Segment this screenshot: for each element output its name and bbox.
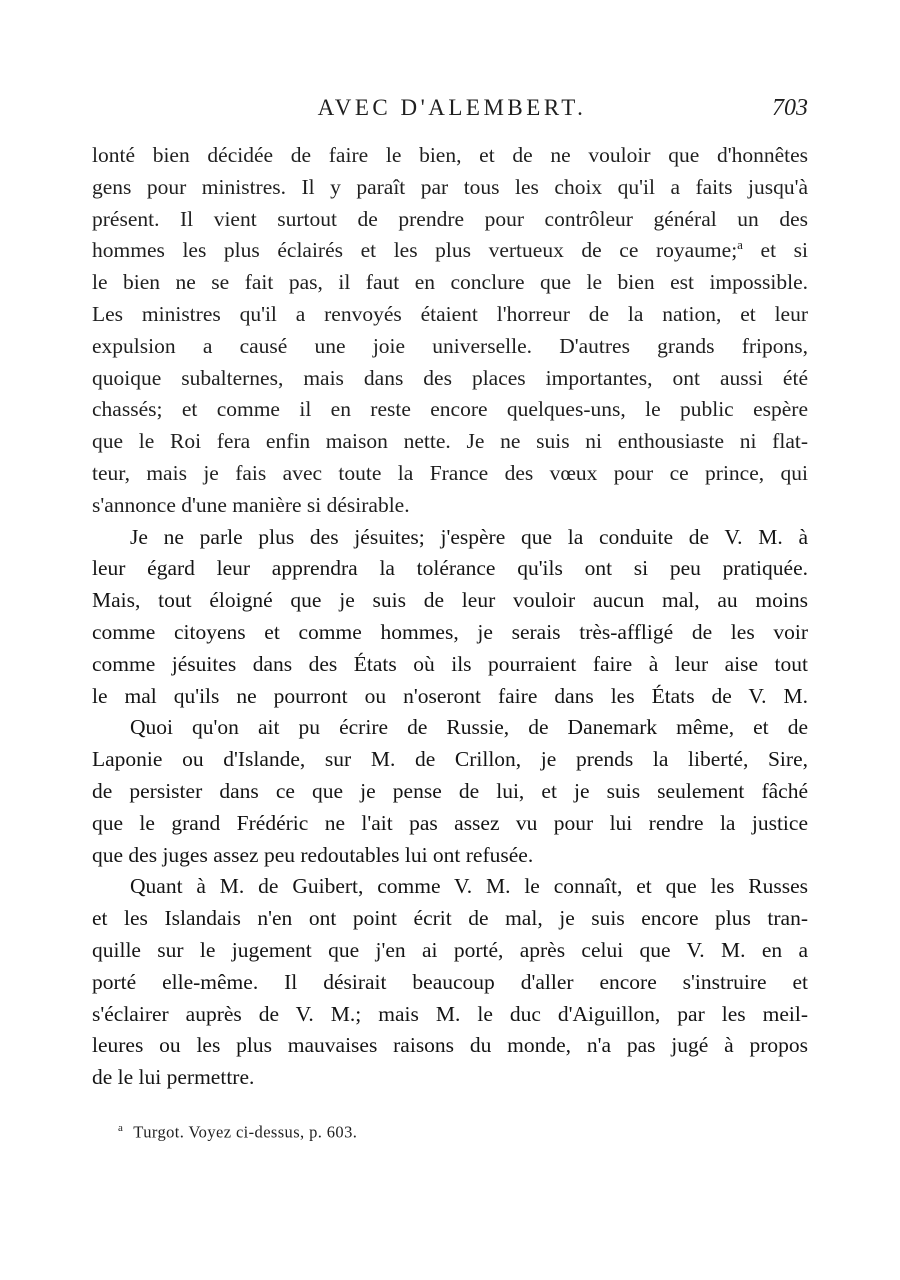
text-line: présent. Il vient surtout de prendre pour contrôleur général un des [92,206,808,231]
paragraph-3 [92,712,808,871]
footnote-text: Turgot. Voyez ci-dessus, p. 603. [133,1122,358,1142]
text-line: Mais, tout éloigné que je suis de leur vouloir aucun mal, au moins [92,588,808,613]
footnote [118,1116,718,1145]
text-line: Quoi qu'on ait pu écrire de Russie, de Danemark même, et de [130,715,808,740]
text-segment: et si [742,238,808,263]
text-line: Je ne parle plus des jésuites; j'espère que la conduite de V. M. à [130,524,808,549]
text-line: expulsion a causé une joie universelle. D'autres grands fripons, [92,333,808,358]
text-line: quoique subalternes, mais dans des places importantes, ont aussi été [92,365,808,390]
text-line: s'éclairer auprès de V. M.; mais M. le duc d'Aiguillon, par les meil- [92,1001,808,1026]
page-number: 703 [772,95,808,121]
running-head [92,92,812,128]
running-title: AVEC D'ALEMBERT. [317,95,587,120]
footnote-reference[interactable]: a [737,237,743,253]
text-line: comme citoyens et comme hommes, je serais très-affligé de les voir [92,619,808,644]
text-line: chassés; et comme il en reste encore quelques-uns, le public espère [92,397,808,422]
text-line: le mal qu'ils ne pourront ou n'oseront faire dans les États de V. M. [92,683,808,708]
text-line: teur, mais je fais avec toute la France des vœux pour ce prince, qui [92,460,808,485]
text-line: comme jésuites dans des États où ils pourraient faire à leur aise tout [92,651,808,676]
text-line: s'annonce d'une manière si désirable. [92,492,410,517]
text-line: Laponie ou d'Islande, sur M. de Crillon, je prends la liberté, Sire, [92,747,808,772]
text-line: Quant à M. de Guibert, comme V. M. le connaît, et que les Russes [130,874,808,899]
text-line-with-note [92,235,808,267]
text-line: Les ministres qu'il a renvoyés étaient l'horreur de la nation, et leur [92,301,808,326]
footnote-mark: a [118,1122,124,1134]
text-line: lonté bien décidée de faire le bien, et de ne vouloir que d'honnêtes [92,143,808,167]
text-line: gens pour ministres. Il y paraît par tous les choix qu'il a faits jusqu'à [92,174,808,199]
paragraph-2 [92,522,808,713]
text-body [92,140,808,1094]
paragraph-4 [92,871,808,1094]
text-line: quille sur le jugement que j'en ai porté, après celui que V. M. en a [92,937,808,962]
text-line: porté elle-même. Il désirait beaucoup d'aller encore s'instruire et [92,969,808,994]
text-line: leur égard leur apprendra la tolérance qu'ils ont si peu pratiquée. [92,556,808,581]
text-line: le bien ne se fait pas, il faut en conclure que le bien est impossible. [92,270,808,295]
text-line: que le grand Frédéric ne l'ait pas assez vu pour lui rendre la justice [92,810,808,835]
text-line: que des juges assez peu redoutables lui ont refusée. [92,842,534,867]
text-line: et les Islandais n'en ont point écrit de mal, je suis encore plus tran- [92,906,808,931]
text-segment: hommes les plus éclairés et les plus vertueux de ce royaume; [92,238,738,263]
paragraph-1 [92,140,808,522]
text-line: leures ou les plus mauvaises raisons du monde, n'a pas jugé à propos [92,1033,808,1058]
text-line: de persister dans ce que je pense de lui, et je suis seulement fâché [92,778,808,803]
text-line: de le lui permettre. [92,1065,255,1090]
text-line: que le Roi fera enfin maison nette. Je ne suis ni enthousiaste ni flat- [92,429,808,454]
